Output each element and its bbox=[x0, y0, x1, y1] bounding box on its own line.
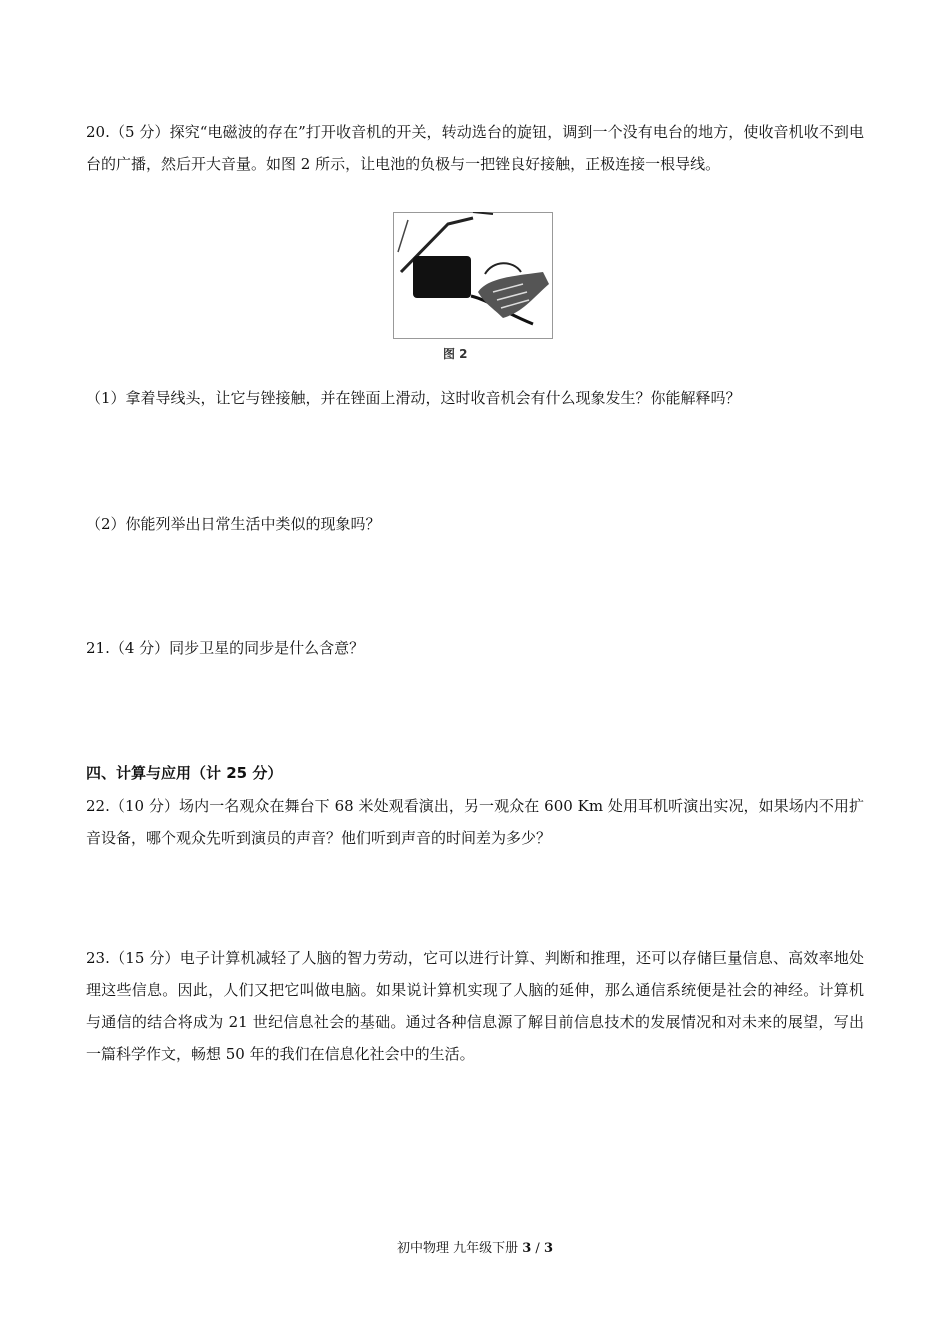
question-20-part-1: （1）拿着导线头，让它与锉接触，并在锉面上滑动，这时收音机会有什么现象发生？你能解释吗？ bbox=[86, 389, 741, 407]
question-21-text: 21.（4 分）同步卫星的同步是什么含意？ bbox=[86, 639, 365, 657]
figure-caption: 图 2 bbox=[443, 347, 468, 361]
question-23-text: 23.（15 分）电子计算机减轻了人脑的智力劳动，它可以进行计算、判断和推理，还可以存储巨量信息、高效率地处理这些信息。因此，人们又把它叫做电脑。如果说计算机实现了人脑的延伸，那么通信系统便是社会的神经。计算机与通信的结合将成为 21 世纪信息社会的基础。通过各种信息源了解目前信息技术的发展情况和对未来的展望，写出一篇科学作文，畅想 50 年的我们在信息化社会中的生活。 bbox=[86, 949, 864, 1063]
battery-file-figure bbox=[393, 212, 553, 339]
section-4-title: 四、计算与应用（计 25 分） bbox=[86, 764, 283, 782]
question-20-part-2: （2）你能列举出日常生活中类似的现象吗？ bbox=[86, 515, 381, 533]
footer-page-total: 3 bbox=[543, 1241, 553, 1256]
question-22-text: 22.（10 分）场内一名观众在舞台下 68 米处观看演出，另一观众在 600 Km 处用耳机听演出实况，如果场内不用扩音设备，哪个观众先听到演员的声音？他们听到声音的时间差为多少？ bbox=[86, 797, 864, 847]
battery-file-illustration bbox=[393, 212, 553, 339]
question-20-text: 20.（5 分）探究“电磁波的存在”打开收音机的开关，转动选台的旋钮，调到一个没有电台的地方，使收音机收不到电台的广播，然后开大音量。如图 2 所示，让电池的负极与一把锉良好接触，正极连接一根导线。 bbox=[86, 123, 864, 173]
footer-page-number: 3 bbox=[522, 1241, 532, 1256]
footer-separator: / bbox=[531, 1241, 544, 1256]
page-footer bbox=[0, 1237, 950, 1256]
footer-subject: 初中物理 九年级下册 bbox=[396, 1241, 523, 1256]
